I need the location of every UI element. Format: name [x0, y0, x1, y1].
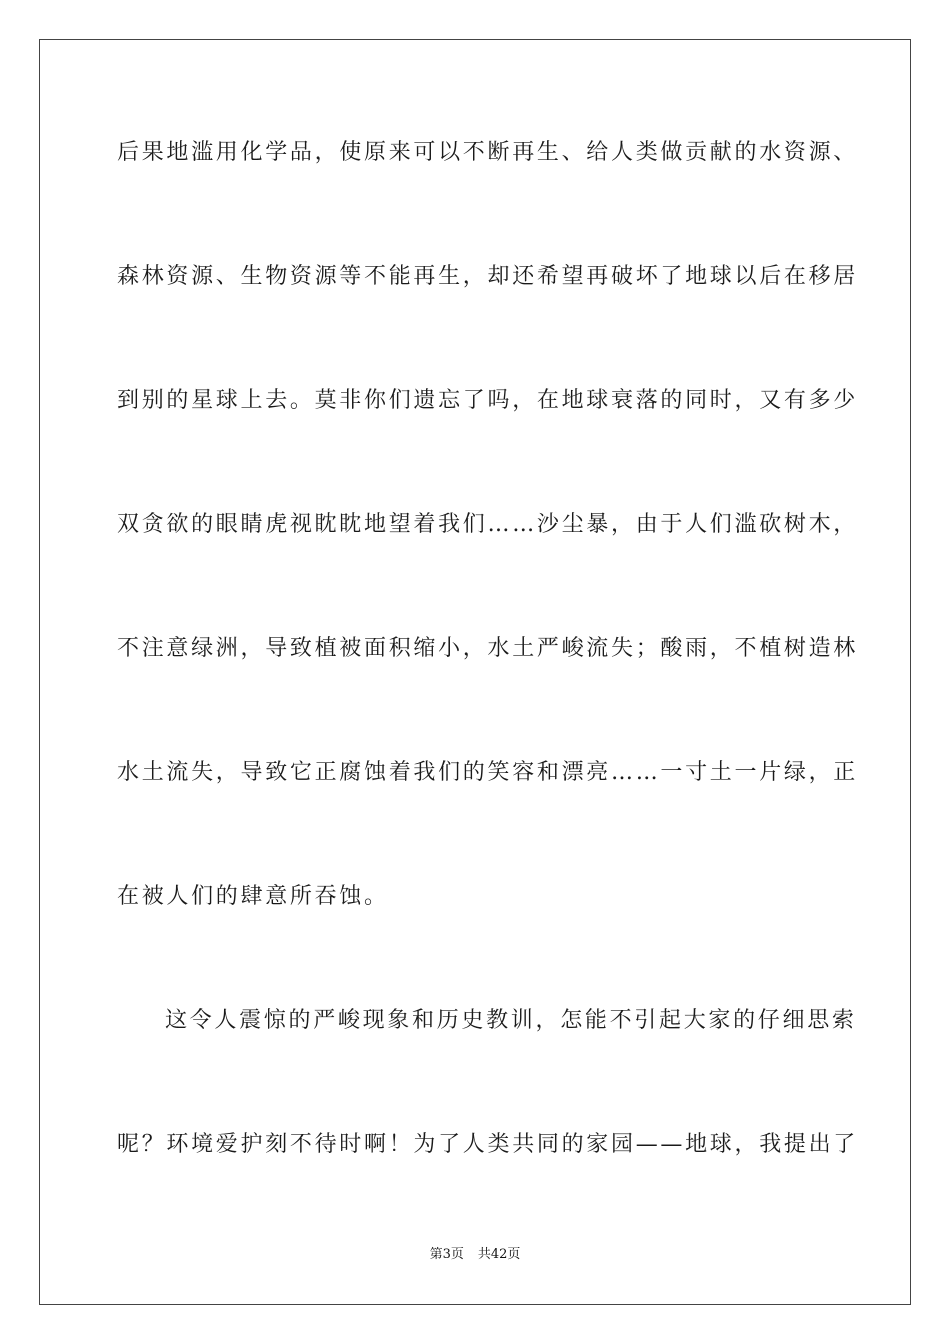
- body-line: 后果地滥用化学品，使原来可以不断再生、给人类做贡献的水资源、: [117, 140, 859, 165]
- body-line: 双贪欲的眼睛虎视眈眈地望着我们……沙尘暴，由于人们滥砍树木，: [117, 512, 859, 537]
- body-line: 到别的星球上去。莫非你们遗忘了吗，在地球衰落的同时，又有多少: [117, 388, 859, 413]
- page-footer: [0, 1246, 950, 1264]
- page-total: 共42页: [477, 1247, 521, 1262]
- body-line: 水土流失，导致它正腐蚀着我们的笑容和漂亮……一寸土一片绿，正: [117, 760, 859, 785]
- body-line: 森林资源、生物资源等不能再生，却还希望再破坏了地球以后在移居: [117, 264, 859, 289]
- page-number: 第3页: [429, 1247, 464, 1262]
- page-border: [39, 39, 911, 1305]
- body-line: 呢？环境爱护刻不待时啊！为了人类共同的家园——地球，我提出了: [117, 1132, 859, 1157]
- body-line: 在被人们的肆意所吞蚀。: [117, 884, 389, 909]
- paragraph-start-line: 这令人震惊的严峻现象和历史教训，怎能不引起大家的仔细思索: [165, 1008, 857, 1033]
- body-line: 不注意绿洲，导致植被面积缩小，水土严峻流失；酸雨，不植树造林: [117, 636, 859, 661]
